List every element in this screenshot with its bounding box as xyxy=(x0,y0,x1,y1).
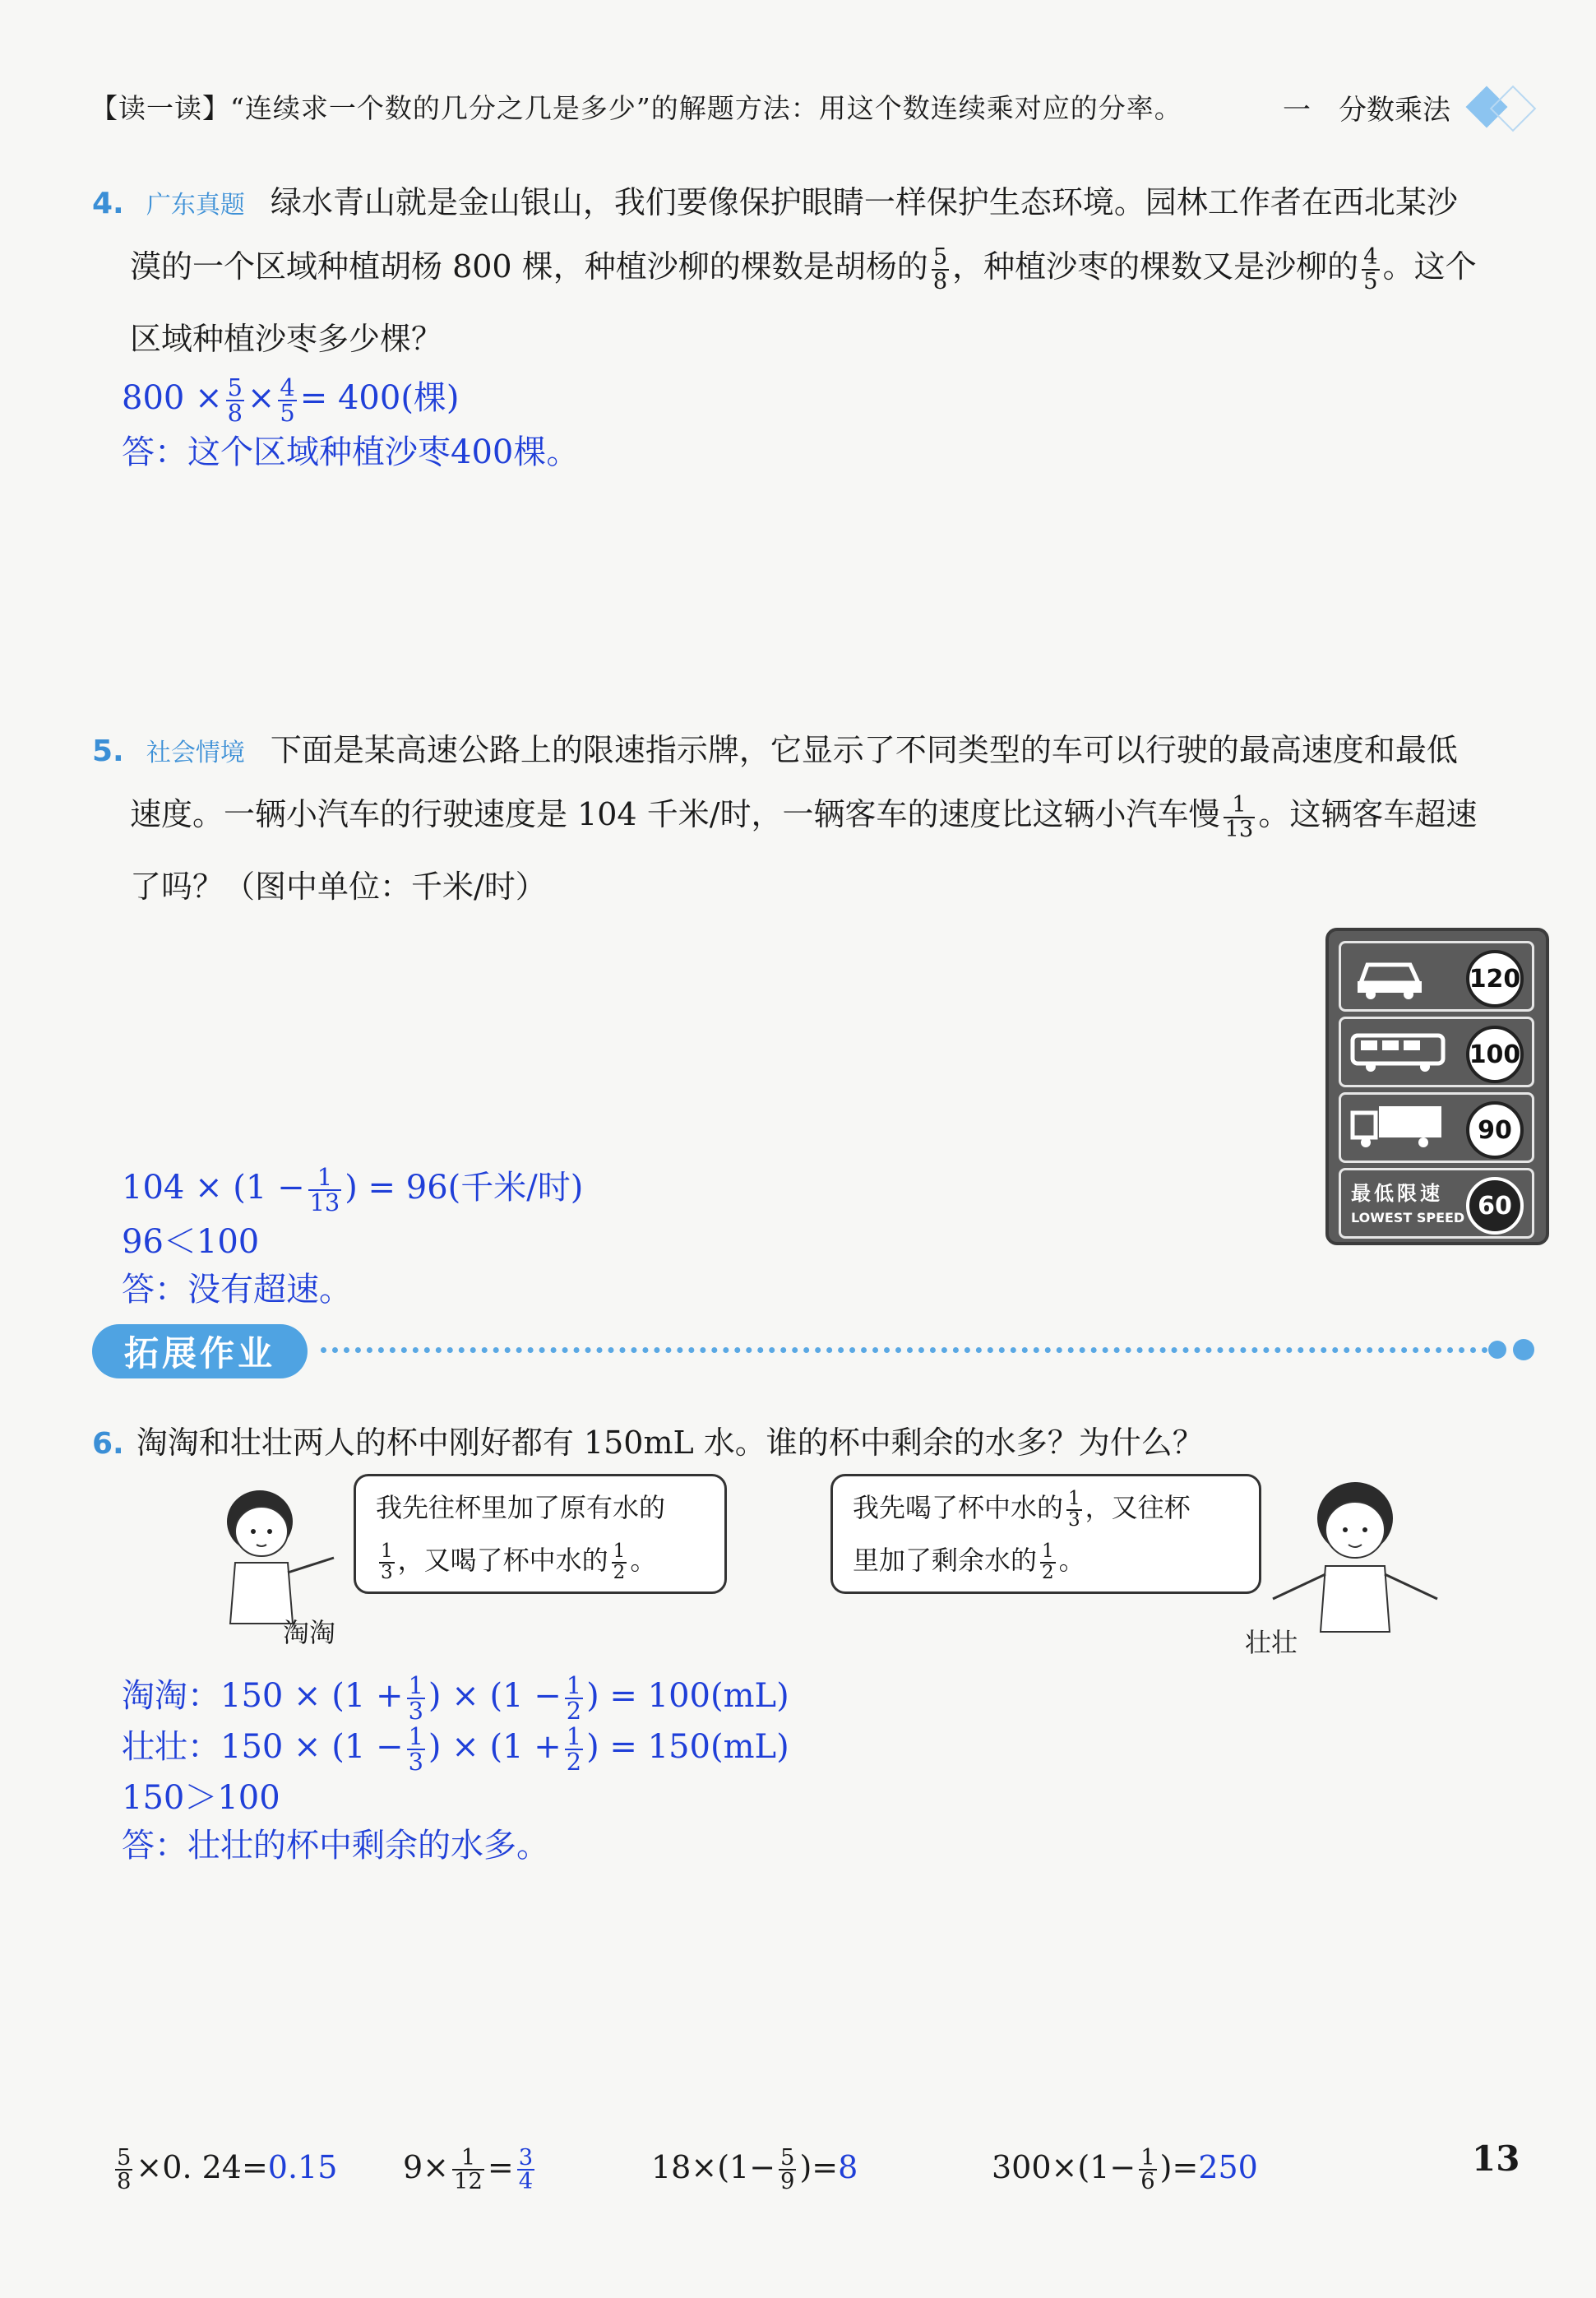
bus-speed-limit: 100 xyxy=(1466,1026,1524,1083)
sign-row-car xyxy=(1339,941,1534,1012)
question-4-line2: 漠的一个区域种植胡杨 800 棵，种植沙柳的棵数是胡杨的 $\frac{5}{8}$ ，种植沙枣的棵数又是沙柳的 $\frac{4}{5}$ 。这个 xyxy=(130,244,1477,294)
sign-row-lowest xyxy=(1339,1168,1534,1239)
question-text: 淘淘和壮壮两人的杯中刚好都有 150mL 水。谁的杯中剩余的水多？为什么？ xyxy=(136,1425,1204,1461)
answer-5-equation: 104 × (1 − $\frac{1}{13}$ ) = 96(千米/时) xyxy=(122,1163,584,1216)
speech-bubble-zhuangzhuang: 我先喝了杯中水的 $\frac{1}{3}$ ，又往杯 里加了剩余水的 $\frac{1}{2}$ 。 xyxy=(830,1474,1261,1594)
truck-icon xyxy=(1349,1101,1448,1151)
page-number: 13 xyxy=(1472,2138,1520,2179)
section-banner: 拓展作业 xyxy=(92,1324,308,1378)
fraction: $\frac{4}{5}$ xyxy=(1363,244,1378,294)
sign-row-bus xyxy=(1339,1017,1534,1087)
lowest-speed-label-en: LOWEST SPEED xyxy=(1351,1210,1465,1225)
question-number: 4. xyxy=(92,187,124,220)
question-tag: 广东真题 xyxy=(146,191,245,220)
bottom-exercise-4: 300×(1− $\frac{1}{6}$ )=250 xyxy=(992,2145,1258,2195)
car-icon xyxy=(1353,952,1427,1001)
question-4-line3: 区域种植沙枣多少棵？ xyxy=(130,321,443,357)
dotted-divider xyxy=(321,1347,1488,1353)
bottom-exercise-2: 9× $\frac{1}{12}$ = $\frac{3}{4}$ xyxy=(403,2145,534,2195)
answer-4-equation: 800 × $\frac{5}{8}$ × $\frac{4}{5}$ = 400(棵) xyxy=(122,373,460,427)
name-taotao: 淘淘 xyxy=(283,1617,336,1648)
question-text: 下面是某高速公路上的限速指示牌，它显示了不同类型的车可以行驶的最高速度和最低 xyxy=(270,732,1458,768)
answer-6-zhuangzhuang: 壮壮：150 × (1 − $\frac{1}{3}$ ) × (1 + $\frac{1}{2}$ ) = 150(mL) xyxy=(122,1722,789,1776)
question-number: 6. xyxy=(92,1427,124,1461)
lowest-speed-label-cn: 最低限速 xyxy=(1351,1182,1443,1205)
bottom-exercise-3: 18×(1− $\frac{5}{9}$ )=8 xyxy=(651,2145,858,2195)
answer-6-taotao: 淘淘：150 × (1 + $\frac{1}{3}$ ) × (1 − $\frac{1}{2}$ ) = 100(mL) xyxy=(122,1671,789,1725)
dot-decoration xyxy=(1513,1339,1534,1360)
answer-5-compare: 96＜100 xyxy=(122,1223,260,1261)
question-6-header xyxy=(92,1405,1204,1480)
sign-row-truck xyxy=(1339,1092,1534,1163)
answer-5-statement: 答：没有超速。 xyxy=(122,1271,352,1309)
bottom-exercise-1: $\frac{5}{8}$ ×0. 24=0.15 xyxy=(117,2145,338,2195)
question-text: 绿水青山就是金山银山，我们要像保护眼睛一样保护生态环境。园林工作者在西北某沙 xyxy=(270,184,1458,220)
question-5-line3: 了吗？（图中单位：千米/时） xyxy=(130,869,547,905)
diamond-outline-icon xyxy=(1490,86,1537,132)
speech-bubble-taotao: 我先往杯里加了原有水的 $\frac{1}{3}$ ，又喝了杯中水的 $\frac{1}{2}$ 。 xyxy=(354,1474,727,1594)
question-number: 5. xyxy=(92,734,124,768)
answer-6-compare: 150＞100 xyxy=(122,1779,280,1817)
question-5-line2: 速度。一辆小汽车的行驶速度是 104 千米/时，一辆客车的速度比这辆小汽车慢 $\frac{1}{13}$ 。这辆客车超速 xyxy=(130,792,1478,842)
speed-limit-sign xyxy=(1325,928,1549,1245)
unit-title: 一 分数乘法 xyxy=(1283,94,1450,127)
reading-tip: 【读一读】“连续求一个数的几分之几是多少”的解题方法：用这个数连续乘对应的分率。 xyxy=(90,92,1182,124)
boy-zhuangzhuang-illustration xyxy=(1256,1476,1454,1640)
truck-speed-limit: 90 xyxy=(1466,1101,1524,1159)
fraction: $\frac{5}{8}$ xyxy=(932,244,948,294)
name-zhuangzhuang: 壮壮 xyxy=(1245,1627,1298,1658)
question-tag: 社会情境 xyxy=(146,739,245,767)
bus-icon xyxy=(1349,1027,1448,1077)
answer-6-statement: 答：壮壮的杯中剩余的水多。 xyxy=(122,1827,549,1865)
car-speed-limit: 120 xyxy=(1466,950,1524,1008)
answer-4-statement: 答：这个区域种植沙枣400棵。 xyxy=(122,433,580,471)
dot-decoration xyxy=(1488,1341,1506,1359)
lowest-speed-value: 60 xyxy=(1466,1177,1524,1235)
